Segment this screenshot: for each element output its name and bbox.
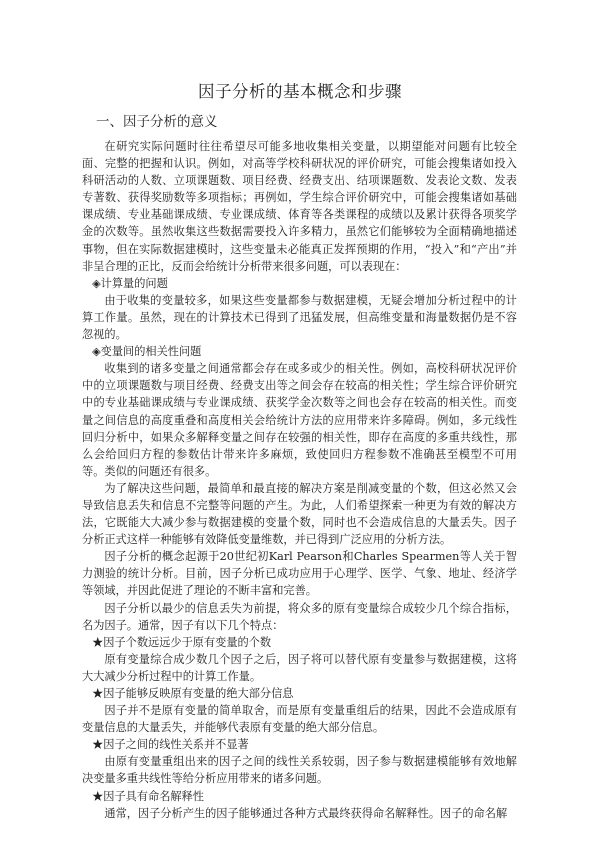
paragraph: 由于收集的变量较多，如果这些变量都参与数据建模，无疑会增加分析过程中的计算工作量。虽然，现在的计算技术已得到了迅猛发展，但高维变量和海量数据仍是不容忽视的。: [82, 293, 517, 342]
subheading-correlation: ◈变量间的相关性问题: [92, 345, 202, 359]
document-body: [82, 138, 517, 822]
feature-item: ★因子之间的线性关系并不显著: [92, 738, 249, 752]
feature-item: ★因子能够反映原有变量的绝大部分信息: [92, 687, 294, 700]
feature-item: ★因子个数远远少于原有变量的个数: [92, 635, 272, 649]
section-heading: 一、因子分析的意义: [96, 114, 218, 130]
paragraph: 收集到的诸多变量之间通常都会存在或多或少的相关性。例如，高校科研状况评价中的立项课题数与项目经费、经费支出等之间会存在较高的相关性；学生综合评价研究中的专业基础课成绩与专业课成绩、获奖学金次数等之间也会存在较高的相关性。而变量之间信息的高度重叠和高度相关会给统计方法的应用带来许多障碍。例如，多元线性回归分析中，如果众多解释变量之间存在较强的相关性，即存在高度的多重共线性，那么会给回归方程的参数估计带来许多麻烦，致使回归方程参数不准确甚至模型不可用等。类似的问题还有很多。: [82, 362, 517, 478]
page-title: 因子分析的基本概念和步骤: [198, 82, 402, 101]
paragraph: 因子分析的概念起源于20世纪初Karl Pearson和Charles Spearmen等人关于智力测验的统计分析。目前，因子分析已成功应用于心理学、医学、气象、地址、经济学等领域，并因此促进了理论的不断丰富和完善。: [82, 550, 517, 598]
paragraph: 因子分析以最少的信息丢失为前提，将众多的原有变量综合成较少几个综合指标，名为因子。通常，因子有以下几个特点：: [82, 601, 517, 632]
feature-item: ★因子具有命名解释性: [92, 789, 204, 803]
paragraph: 通常，因子分析产生的因子能够通过各种方式最终获得命名解释性。因子的命名解: [104, 806, 508, 820]
paragraph: 由原有变量重组出来的因子之间的线性关系较弱，因子参与数据建模能够有效地解决变量多重共线性等给分析应用带来的诸多问题。: [82, 755, 517, 786]
subheading-calculation: ◈计算量的问题: [92, 276, 168, 290]
paragraph: 为了解决这些问题，最简单和最直接的解决方案是削减变量的个数，但这必然又会导致信息丢失和信息不完整等问题的产生。为此，人们希望探索一种更为有效的解决方法，它既能大大减少参与数据建模的变量个数，同时也不会造成信息的大量丢失。因子分析正式这样一种能够有效降低变量维数，并已得到广泛应用的分析方法。: [82, 481, 517, 547]
paragraph: 因子并不是原有变量的简单取舍，而是原有变量重组后的结果，因此不会造成原有变量信息的大量丢失，并能够代表原有变量的绝大部分信息。: [82, 704, 517, 735]
paragraph: 原有变量综合成少数几个因子之后，因子将可以替代原有变量参与数据建模，这将大大减少分析过程中的计算工作量。: [82, 652, 517, 683]
paragraph: 在研究实际问题时往往希望尽可能多地收集相关变量，以期望能对问题有比较全面、完整的把握和认识。例如，对高等学校科研状况的评价研究，可能会搜集诸如投入科研活动的人数、立项课题数、项目经费、经费支出、结项课题数、发表论文数、发表专著数、获得奖励数等多项指标；再例如，学生综合评价研究中，可能会搜集诸如基础课成绩、专业基础课成绩、专业课成绩、体育等各类课程的成绩以及累计获得各项奖学金的次数等。虽然收集这些数据需要投入许多精力，虽然它们能够较为全面精确地描述事物，但在实际数据建模时，这些变量未必能真正发挥预期的作用，“投入”和“产出”并非呈合理的正比，反而会给统计分析带来很多问题，可以表现在：: [82, 140, 517, 273]
